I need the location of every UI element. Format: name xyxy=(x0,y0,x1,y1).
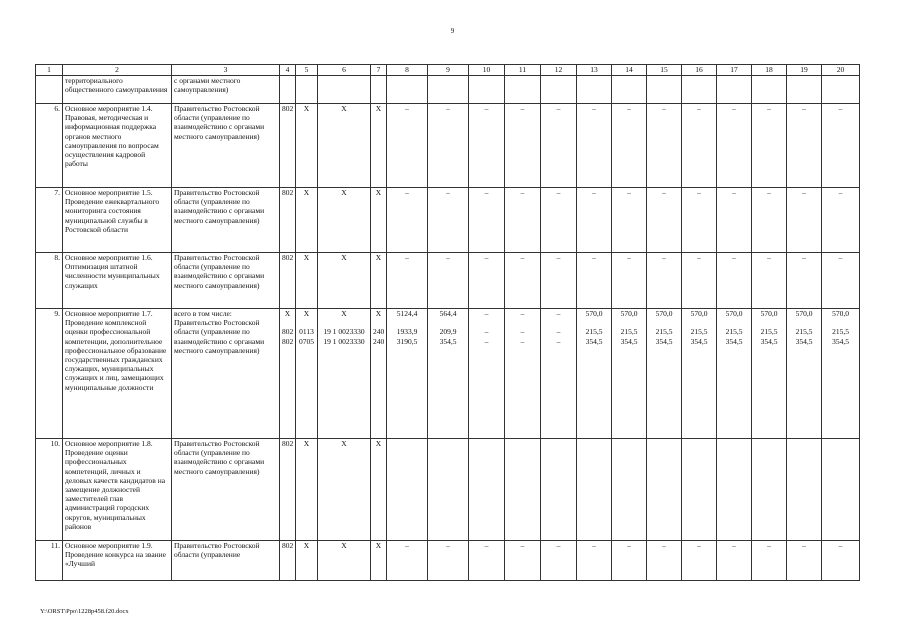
subline-value: – xyxy=(484,309,489,318)
column-number-cell: 16 xyxy=(682,65,717,76)
table-cell xyxy=(296,76,318,104)
table-cell xyxy=(387,309,428,439)
program-activities-table xyxy=(35,64,860,581)
table-cell: – xyxy=(505,541,541,581)
table-cell: Х xyxy=(371,541,387,581)
subline-value: Х xyxy=(341,309,347,318)
table-cell xyxy=(505,309,541,439)
subline-value: 570,0 xyxy=(795,309,813,318)
subline-value: 570,0 xyxy=(655,309,673,318)
table-row xyxy=(36,104,860,188)
column-number-cell: 8 xyxy=(387,65,428,76)
table-cell: Правительство Ростовской области (управление по взаимодействию с органами местного самоуправления) xyxy=(172,439,280,541)
table-cell xyxy=(717,76,752,104)
table-cell: Х xyxy=(371,104,387,188)
subline-value: 354,5 xyxy=(725,336,743,346)
table-cell: – xyxy=(717,188,752,253)
table-cell xyxy=(822,76,860,104)
subline-value xyxy=(282,318,293,327)
subline-value xyxy=(754,318,784,327)
table-cell: – xyxy=(752,188,787,253)
table-cell: 8. xyxy=(36,253,63,309)
table-cell xyxy=(387,439,428,541)
subline-value xyxy=(389,318,425,327)
table-cell: – xyxy=(717,253,752,309)
column-number-cell: 4 xyxy=(280,65,296,76)
table-cell: – xyxy=(647,188,682,253)
column-number-cell: 11 xyxy=(505,65,541,76)
table-cell: – xyxy=(647,104,682,188)
table-cell: территориального общественного самоуправления xyxy=(63,76,172,104)
table-cell: Х xyxy=(296,253,318,309)
table-cell: Основное мероприятие 1.5. Проведение ежеквартального мониторинга состояния муниципальной службы в Ростовской области xyxy=(63,188,172,253)
column-number-cell: 19 xyxy=(787,65,822,76)
column-number-cell: 7 xyxy=(371,65,387,76)
column-number-cell: 10 xyxy=(469,65,505,76)
subline-value: 570,0 xyxy=(832,309,849,318)
table-cell: – xyxy=(387,253,428,309)
subline-value xyxy=(430,318,466,327)
subline-value: 215,5 xyxy=(585,327,603,337)
subline-value: 19 1 0023330 xyxy=(323,327,365,337)
table-cell: – xyxy=(505,253,541,309)
table-cell xyxy=(682,309,717,439)
table-cell: – xyxy=(428,541,469,581)
subline-value: 215,5 xyxy=(795,327,813,337)
table-cell: – xyxy=(541,253,577,309)
table-cell: – xyxy=(612,541,647,581)
subline-value: – xyxy=(520,309,525,318)
table-cell: Правительство Ростовской области (управление xyxy=(172,541,280,581)
subline-value: 802 xyxy=(282,327,294,337)
subline-value: 802 xyxy=(282,336,294,346)
table-cell: Х xyxy=(371,439,387,541)
column-number-cell: 14 xyxy=(612,65,647,76)
table-cell: Основное мероприятие 1.6. Оптимизация штатной численности муниципальных служащих xyxy=(63,253,172,309)
table-cell: – xyxy=(469,104,505,188)
table-cell xyxy=(469,439,505,541)
table-cell: – xyxy=(505,104,541,188)
subline-value: 215,5 xyxy=(725,327,743,337)
table-cell: всего в том числе: Правительство Ростовской области (управление по взаимодействию с органами местного самоуправления) xyxy=(172,309,280,439)
subline-value: 215,5 xyxy=(690,327,708,337)
table-cell: Правительство Ростовской области (управление по взаимодействию с органами местного самоуправления) xyxy=(172,253,280,309)
table-cell: Х xyxy=(371,188,387,253)
table-cell xyxy=(682,439,717,541)
table-cell: – xyxy=(787,253,822,309)
table-cell xyxy=(505,439,541,541)
column-number-cell: 2 xyxy=(63,65,172,76)
table-cell: – xyxy=(469,188,505,253)
table-cell: Х xyxy=(296,188,318,253)
subline-value: 570,0 xyxy=(725,309,743,318)
table-cell: – xyxy=(428,104,469,188)
table-cell: – xyxy=(428,253,469,309)
table-cell xyxy=(752,309,787,439)
table-cell: Основное мероприятие 1.9. Проведение конкурса на звание «Лучший xyxy=(63,541,172,581)
table-cell: 802 xyxy=(280,253,296,309)
table-cell: Правительство Ростовской области (управление по взаимодействию с органами местного самоуправления) xyxy=(172,104,280,188)
table-cell: Х xyxy=(318,541,371,581)
column-number-cell: 6 xyxy=(318,65,371,76)
table-cell xyxy=(371,76,387,104)
table-cell xyxy=(428,309,469,439)
subline-value: 240 xyxy=(373,336,385,346)
table-cell: – xyxy=(469,541,505,581)
table-cell xyxy=(280,309,296,439)
table-cell xyxy=(577,309,612,439)
table-cell: Х xyxy=(318,188,371,253)
table-cell: Х xyxy=(318,439,371,541)
table-cell: – xyxy=(647,541,682,581)
subline-value xyxy=(719,318,749,327)
table-cell xyxy=(577,439,612,541)
subline-value xyxy=(614,318,644,327)
table-cell xyxy=(822,439,860,541)
table-cell: 7. xyxy=(36,188,63,253)
subline-value xyxy=(298,318,315,327)
table-cell: – xyxy=(752,541,787,581)
table-cell xyxy=(682,76,717,104)
table-cell: Х xyxy=(296,104,318,188)
subline-value: – xyxy=(520,336,525,346)
table-cell: – xyxy=(787,104,822,188)
table-cell xyxy=(541,439,577,541)
subline-value: 570,0 xyxy=(620,309,638,318)
column-number-cell: 12 xyxy=(541,65,577,76)
subline-value: 215,5 xyxy=(760,327,778,337)
table-cell: 10. xyxy=(36,439,63,541)
subline-value: 5124,4 xyxy=(396,309,418,318)
subline-value xyxy=(543,318,574,327)
table-cell: – xyxy=(541,104,577,188)
table-cell xyxy=(717,439,752,541)
subline-value: 215,5 xyxy=(832,327,849,337)
table-cell: – xyxy=(752,104,787,188)
table-cell xyxy=(296,309,318,439)
subline-value xyxy=(507,318,538,327)
table-cell: – xyxy=(505,188,541,253)
subline-value: Х xyxy=(303,309,310,318)
table-cell: – xyxy=(387,188,428,253)
subline-value xyxy=(789,318,819,327)
table-cell: с органами местного самоуправления) xyxy=(172,76,280,104)
table-cell: – xyxy=(647,253,682,309)
subline-value: 570,0 xyxy=(690,309,708,318)
table-cell xyxy=(647,309,682,439)
table-cell xyxy=(387,76,428,104)
table-cell: – xyxy=(682,104,717,188)
column-numbers-row xyxy=(36,65,860,76)
table-cell: – xyxy=(541,188,577,253)
table-cell: – xyxy=(387,541,428,581)
table-cell: – xyxy=(577,541,612,581)
table-row xyxy=(36,76,860,104)
column-number-cell: 18 xyxy=(752,65,787,76)
table-cell: Х xyxy=(296,439,318,541)
table-cell xyxy=(428,76,469,104)
table-cell: Правительство Ростовской области (управление по взаимодействию с органами местного самоуправления) xyxy=(172,188,280,253)
table-cell xyxy=(612,309,647,439)
column-number-cell: 1 xyxy=(36,65,63,76)
table-cell xyxy=(469,76,505,104)
table-cell xyxy=(505,76,541,104)
subline-value: 354,5 xyxy=(655,336,673,346)
column-number-cell: 15 xyxy=(647,65,682,76)
table-cell: – xyxy=(612,188,647,253)
table-cell: 9. xyxy=(36,309,63,439)
table-cell: – xyxy=(717,541,752,581)
table-cell: – xyxy=(577,104,612,188)
subline-value: – xyxy=(520,327,525,337)
column-number-cell: 13 xyxy=(577,65,612,76)
subline-value: 354,5 xyxy=(620,336,638,346)
table-row xyxy=(36,309,860,439)
table-cell xyxy=(577,76,612,104)
table-cell xyxy=(822,309,860,439)
table-row xyxy=(36,188,860,253)
table-cell: – xyxy=(387,104,428,188)
table-cell: Х xyxy=(318,253,371,309)
table-cell: 802 xyxy=(280,104,296,188)
table-cell: – xyxy=(577,253,612,309)
table-row xyxy=(36,253,860,309)
subline-value: 3190,5 xyxy=(396,336,418,346)
table-cell: Основное мероприятие 1.7. Проведение комплексной оценки профессиональной компетенции, дополнительное профессиональное образование государственных гражданских служащих, муниципальных служащих и лиц, замещающих муниципальные должности xyxy=(63,309,172,439)
table-cell xyxy=(752,76,787,104)
subline-value: 570,0 xyxy=(760,309,778,318)
page-number: 9 xyxy=(450,27,455,35)
table-cell: – xyxy=(428,188,469,253)
subline-value: 240 xyxy=(373,327,385,337)
subline-value xyxy=(320,318,368,327)
subline-value: 1933,9 xyxy=(396,327,418,337)
table-cell: – xyxy=(612,253,647,309)
column-number-cell: 3 xyxy=(172,65,280,76)
subline-value: – xyxy=(484,327,489,337)
subline-value: – xyxy=(556,327,561,337)
table-cell: – xyxy=(682,253,717,309)
column-number-cell: 5 xyxy=(296,65,318,76)
table-cell xyxy=(787,309,822,439)
table-cell: Х xyxy=(371,253,387,309)
subline-value: 215,5 xyxy=(655,327,673,337)
subline-value xyxy=(373,318,384,327)
table-cell: Основное мероприятие 1.8. Проведение оценки профессиональных компетенций, личных и деловых качеств кандидатов на замещение должностей заместителей глав администраций городских округов, муниципальных районов xyxy=(63,439,172,541)
subline-value xyxy=(471,318,502,327)
table-cell: – xyxy=(682,188,717,253)
table-cell: 11. xyxy=(36,541,63,581)
table-row xyxy=(36,541,860,581)
table-cell: – xyxy=(822,541,860,581)
table-cell: – xyxy=(822,253,860,309)
subline-value xyxy=(684,318,714,327)
subline-value: 354,5 xyxy=(439,336,457,346)
column-number-cell: 17 xyxy=(717,65,752,76)
table-cell: 6. xyxy=(36,104,63,188)
table-cell: – xyxy=(682,541,717,581)
table-cell: – xyxy=(469,253,505,309)
subline-value: 0705 xyxy=(299,336,314,346)
table-cell xyxy=(647,439,682,541)
table-cell xyxy=(36,76,63,104)
subline-value: 354,5 xyxy=(832,336,849,346)
subline-value: 354,5 xyxy=(585,336,603,346)
subline-value xyxy=(579,318,609,327)
table-cell: – xyxy=(787,541,822,581)
subline-value: Х xyxy=(284,309,291,318)
table-cell: 802 xyxy=(280,541,296,581)
table-cell: – xyxy=(822,104,860,188)
subline-value: 209,9 xyxy=(439,327,457,337)
subline-value: 564,4 xyxy=(439,309,457,318)
table-cell: Основное мероприятие 1.4. Правовая, методическая и информационная поддержка органов местного самоуправления по вопросам осуществления кадровой работы xyxy=(63,104,172,188)
table-cell: – xyxy=(752,253,787,309)
document-path-footer: Y:\ORST\Ppo\1228p458.f20.docx xyxy=(40,608,129,615)
subline-value xyxy=(649,318,679,327)
table-cell xyxy=(787,439,822,541)
table-cell: – xyxy=(717,104,752,188)
table-cell: Х xyxy=(318,104,371,188)
table-cell xyxy=(612,76,647,104)
table-cell: – xyxy=(541,541,577,581)
table-cell xyxy=(647,76,682,104)
table-cell: Х xyxy=(296,541,318,581)
table-cell xyxy=(541,76,577,104)
table-cell xyxy=(428,439,469,541)
column-number-cell: 20 xyxy=(822,65,860,76)
table-cell xyxy=(752,439,787,541)
table-cell: – xyxy=(577,188,612,253)
table-cell xyxy=(318,309,371,439)
table-cell xyxy=(318,76,371,104)
table-cell xyxy=(612,439,647,541)
table-cell xyxy=(717,309,752,439)
subline-value: – xyxy=(556,309,561,318)
subline-value: – xyxy=(484,336,489,346)
table-cell: – xyxy=(787,188,822,253)
subline-value: 354,5 xyxy=(690,336,708,346)
subline-value: Х xyxy=(375,309,382,318)
table-cell xyxy=(787,76,822,104)
subline-value: 215,5 xyxy=(620,327,638,337)
subline-value: 19 1 0023330 xyxy=(323,336,365,346)
subline-value: 354,5 xyxy=(760,336,778,346)
table-cell xyxy=(371,309,387,439)
table-cell xyxy=(469,309,505,439)
table-cell: 802 xyxy=(280,188,296,253)
table-row xyxy=(36,439,860,541)
table-cell: – xyxy=(822,188,860,253)
table-cell xyxy=(541,309,577,439)
subline-value: 354,5 xyxy=(795,336,813,346)
subline-value: – xyxy=(556,336,561,346)
subline-value: 570,0 xyxy=(585,309,603,318)
column-number-cell: 9 xyxy=(428,65,469,76)
subline-value: 0113 xyxy=(299,327,314,337)
table-cell: 802 xyxy=(280,439,296,541)
table-cell: – xyxy=(612,104,647,188)
subline-value xyxy=(824,318,857,327)
table-cell xyxy=(280,76,296,104)
